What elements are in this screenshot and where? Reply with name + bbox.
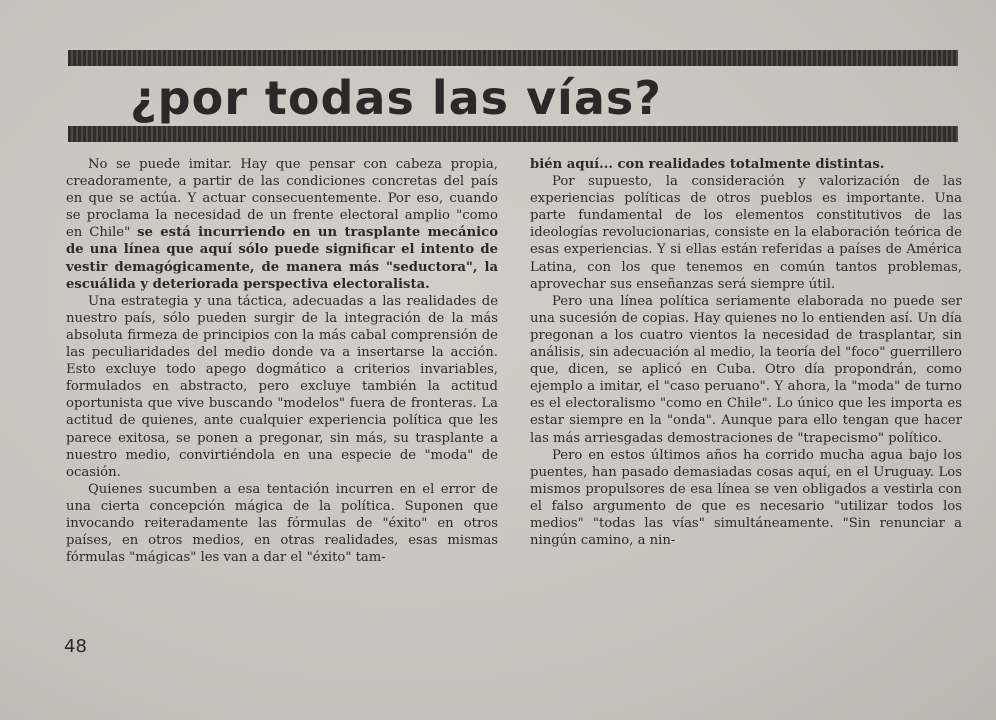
paragraph: Una estrategia y una táctica, adecuadas a las realidades de nuestro país, sólo pueden surgir de la integración de la más absoluta firmeza de principios con la más cabal comprensión de las peculiaridades del medio donde va a insertarse la acción. Esto excluye todo apego dogmático a criterios invariables, formulados en abstracto, pero excluye también la actitud oportunista que vive buscando "modelos" fuera de fronteras. La actitud de quienes, ante cualquier experiencia política que les parece exitosa, se ponen a pregonar, sin más, su trasplante a nuestro medio, convirtiéndola en una especie de "moda" de ocasión. <box>66 293 498 480</box>
emphasized-text: se está incurriendo en un trasplante mecánico de una línea que aquí sólo puede significar el intento de vestir demagógicamente, de manera más "seductora", la escuálida y deteriorada perspectiva electoralista. <box>66 225 498 292</box>
left-column <box>66 156 498 566</box>
right-column <box>530 156 962 549</box>
paragraph: Por supuesto, la consideración y valorización de las experiencias políticas de otros pueblos es importante. Una parte fundamental de los elementos constitutivos de las ideologías revolucionarias, consiste en la elaboración teórica de esas experiencias. Y si ellas están referidas a países de América Latina, con los que tenemos en común tantos problemas, aprovechar sus enseñanzas será siempre útil. <box>530 174 962 292</box>
paragraph: Pero una línea política seriamente elaborada no puede ser una sucesión de copias. Hay quienes no lo entienden así. Un día pregonan a los cuatro vientos la necesidad de trasplantar, sin análisis, sin adecuación al medio, la teoría del "foco" guerrillero que, dicen, se aplicó en Cuba. Otro día propondrán, como ejemplo a imitar, el "caso peruano". Y ahora, la "moda" de turno es el electoralismo "como en Chile". Lo único que les importa es estar siempre en la "onda". Aunque para ello tengan que hacer las más arriesgadas demostraciones de "trapecismo" político. <box>530 293 962 446</box>
title-rule-top <box>68 50 958 66</box>
paragraph: Quienes sucumben a esa tentación incurren en el error de una cierta concepción mágica de la política. Suponen que invocando reiteradamente las fórmulas de "éxito" en otros países, en otros medios, en otras realidades, esas mismas fórmulas "mágicas" les van a dar el "éxito" tam- <box>66 481 498 566</box>
article-title: ¿por todas las vías? <box>130 71 662 125</box>
paragraph: bién aquí... con realidades totalmente distintas. <box>530 157 885 172</box>
paragraph <box>66 156 498 293</box>
paragraph-text: No se puede imitar. Hay que pensar con cabeza propia, creadoramente, a partir de las condiciones concretas del país en que se actúa. Y actuar consecuentemente. Por eso, cuando se proclama la necesidad de un frente electoral amplio "como en Chile" <box>66 157 498 241</box>
paragraph: Pero en estos últimos años ha corrido mucha agua bajo los puentes, han pasado demasiadas cosas aquí, en el Uruguay. Los mismos propulsores de esa línea se ven obligados a vestirla con el falso argumento de que es necesario "utilizar todos los medios" "todas las vías" simultáneamente. "Sin renunciar a ningún camino, a nin- <box>530 447 962 549</box>
title-rule-bottom <box>68 126 958 142</box>
page-number: 48 <box>64 636 87 657</box>
